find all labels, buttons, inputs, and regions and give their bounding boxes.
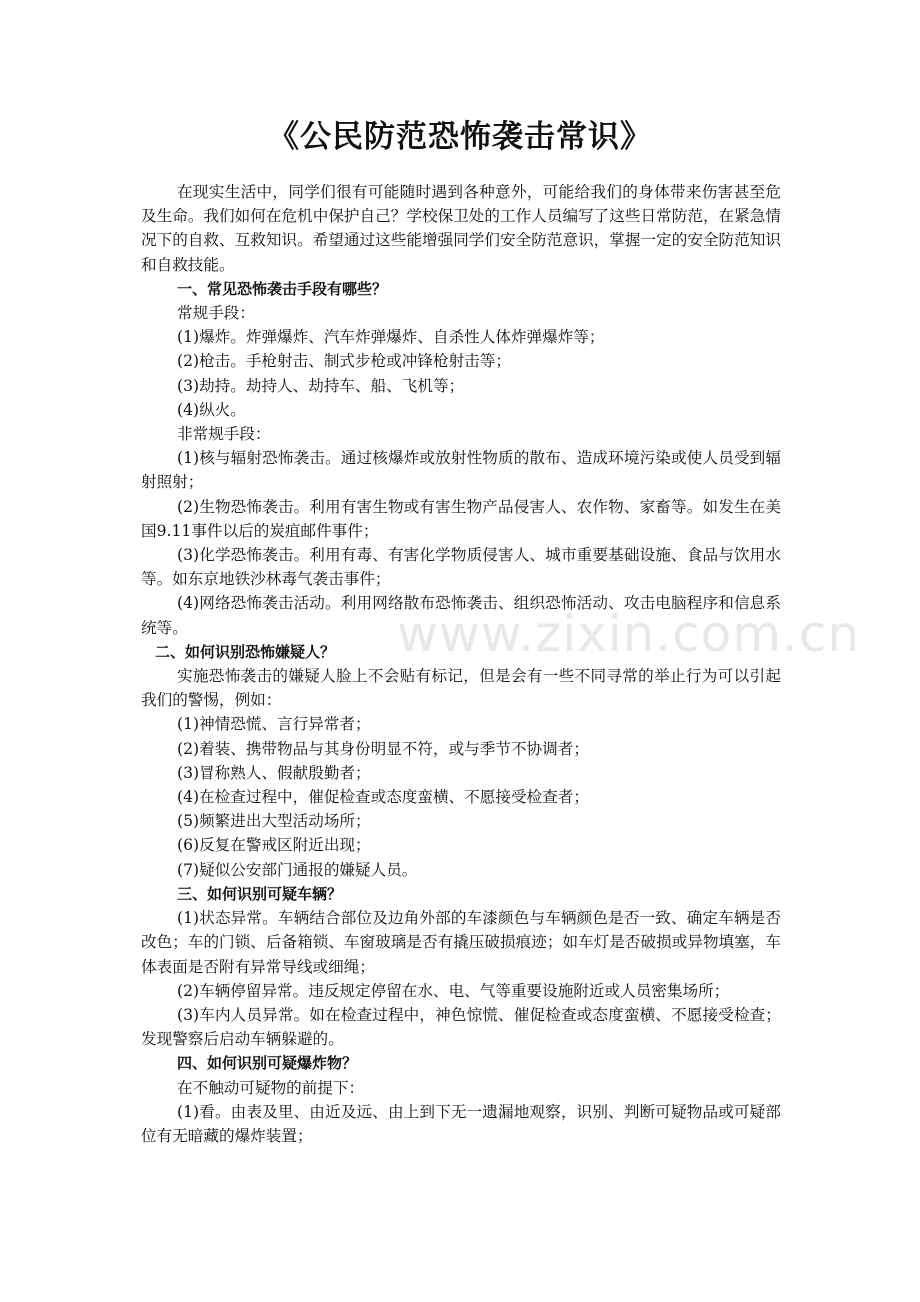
watermark: www.zixin.com.cn bbox=[397, 605, 861, 663]
paragraph: (1)神情恐慌、言行异常者； bbox=[177, 715, 371, 734]
paragraph: (3)冒称熟人、假献殷勤者； bbox=[177, 763, 371, 782]
document-body bbox=[141, 180, 861, 1148]
paragraph: (1)爆炸。炸弹爆炸、汽车炸弹爆炸、自杀性人体炸弹爆炸等； bbox=[177, 328, 605, 347]
section-heading: 二、如何识别恐怖嫌疑人？ bbox=[155, 642, 336, 661]
paragraph: (3)劫持。劫持人、劫持车、船、飞机等； bbox=[177, 376, 465, 395]
paragraph: (2)枪击。手枪射击、制式步枪或冲锋枪射击等； bbox=[177, 352, 511, 371]
section-heading: 四、如何识别可疑爆炸物？ bbox=[177, 1054, 358, 1073]
paragraph: 常规手段： bbox=[177, 304, 255, 323]
paragraph: (4)网络恐怖袭击活动。利用网络散布恐怖袭击、组织恐怖活动、攻击电脑程序和信息系统等。 bbox=[141, 594, 781, 637]
paragraph: (2)车辆停留异常。违反规定停留在水、电、气等重要设施附近或人员密集场所； bbox=[177, 981, 730, 1000]
paragraph: (2)着装、携带物品与其身份明显不符，或与季节不协调者； bbox=[177, 739, 589, 758]
paragraph: (5)频繁进出大型活动场所； bbox=[177, 812, 371, 831]
document-title: 《公民防范恐怖袭击常识》 bbox=[268, 119, 652, 155]
paragraph: (1)状态异常。车辆结合部位及边角外部的车漆颜色与车辆颜色是否一致、确定车辆是否改色；车的门锁、后备箱锁、车窗玻璃是否有撬压破损痕迹；如车灯是否破损或异物填塞，车体表面是否附有异常导线或细绳； bbox=[141, 909, 781, 976]
paragraph: (2)生物恐怖袭击。利用有害生物或有害生物产品侵害人、农作物、家畜等。如发生在美国9.11事件以后的炭疽邮件事件； bbox=[141, 497, 781, 540]
paragraph: (3)化学恐怖袭击。利用有毒、有害化学物质侵害人、城市重要基础设施、食品与饮用水等。如东京地铁沙林毒气袭击事件； bbox=[141, 546, 781, 589]
paragraph: (1)核与辐射恐怖袭击。通过核爆炸或放射性物质的散布、造成环境污染或使人员受到辐射照射； bbox=[141, 449, 781, 492]
paragraph: 非常规手段： bbox=[177, 425, 271, 444]
paragraph: 在现实生活中，同学们很有可能随时遇到各种意外，可能给我们的身体带来伤害甚至危及生命。我们如何在危机中保护自己？学校保卫处的工作人员编写了这些日常防范，在紧急情况下的自救、互救知识。希望通过这些能增强同学们安全防范意识，掌握一定的安全防范知识和自救技能。 bbox=[141, 183, 781, 274]
section-heading: 一、常见恐怖袭击手段有哪些？ bbox=[177, 279, 388, 298]
paragraph: (1)看。由表及里、由近及远、由上到下无一遗漏地观察，识别、判断可疑物品或可疑部位有无暗藏的爆炸装置； bbox=[141, 1102, 781, 1145]
paragraph: 实施恐怖袭击的嫌疑人脸上不会贴有标记，但是会有一些不同寻常的举止行为可以引起我们的警惕，例如： bbox=[141, 667, 781, 710]
section-heading: 三、如何识别可疑车辆？ bbox=[177, 884, 343, 903]
paragraph: (3)车内人员异常。如在检查过程中，神色惊慌、催促检查或态度蛮横、不愿接受检查；发现警察后启动车辆躲避的。 bbox=[141, 1005, 781, 1049]
paragraph: (4)纵火。 bbox=[177, 400, 246, 419]
paragraph: (7)疑似公安部门通报的嫌疑人员。 bbox=[177, 860, 418, 879]
paragraph: (6)反复在警戒区附近出现； bbox=[177, 836, 371, 855]
paragraph: (4)在检查过程中，催促检查或态度蛮横、不愿接受检查者； bbox=[177, 788, 589, 807]
paragraph: 在不触动可疑物的前提下： bbox=[177, 1078, 365, 1097]
